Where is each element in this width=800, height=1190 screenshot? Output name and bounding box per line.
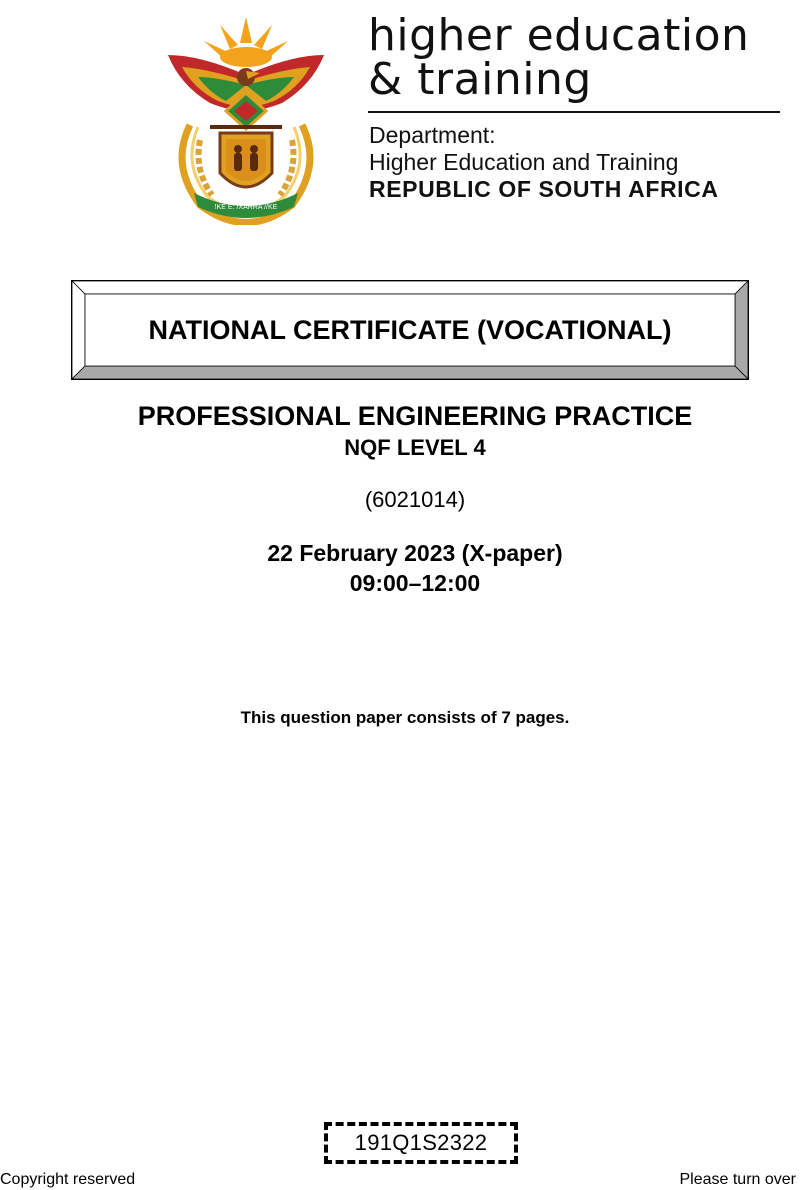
nqf-level: NQF LEVEL 4 [344,435,486,460]
coat-of-arms-motto: !KE E: /XARRA //KE [214,204,278,211]
header-title-line2: & training [368,54,592,105]
paper-reference-code: 191Q1S2322 [354,1130,488,1155]
header-divider [368,111,780,113]
subject-code: (6021014) [364,487,466,512]
certificate-title: NATIONAL CERTIFICATE (VOCATIONAL) [148,314,672,345]
department-label: Department: [369,122,496,148]
coat-of-arms-logo [160,15,332,225]
exam-date: 22 February 2023 (X-paper) [267,540,563,566]
paper-reference-box [324,1122,518,1164]
department-name: Higher Education and Training [369,149,679,175]
subject-title: PROFESSIONAL ENGINEERING PRACTICE [137,401,693,431]
copyright-notice: Copyright reserved [0,1171,136,1188]
turn-over-notice: Please turn over [679,1171,796,1188]
header-title-line1: higher education [368,10,750,61]
page-count-note: This question paper consists of 7 pages. [240,708,570,727]
country-name: REPUBLIC OF SOUTH AFRICA [369,176,719,202]
exam-time: 09:00–12:00 [349,570,481,596]
